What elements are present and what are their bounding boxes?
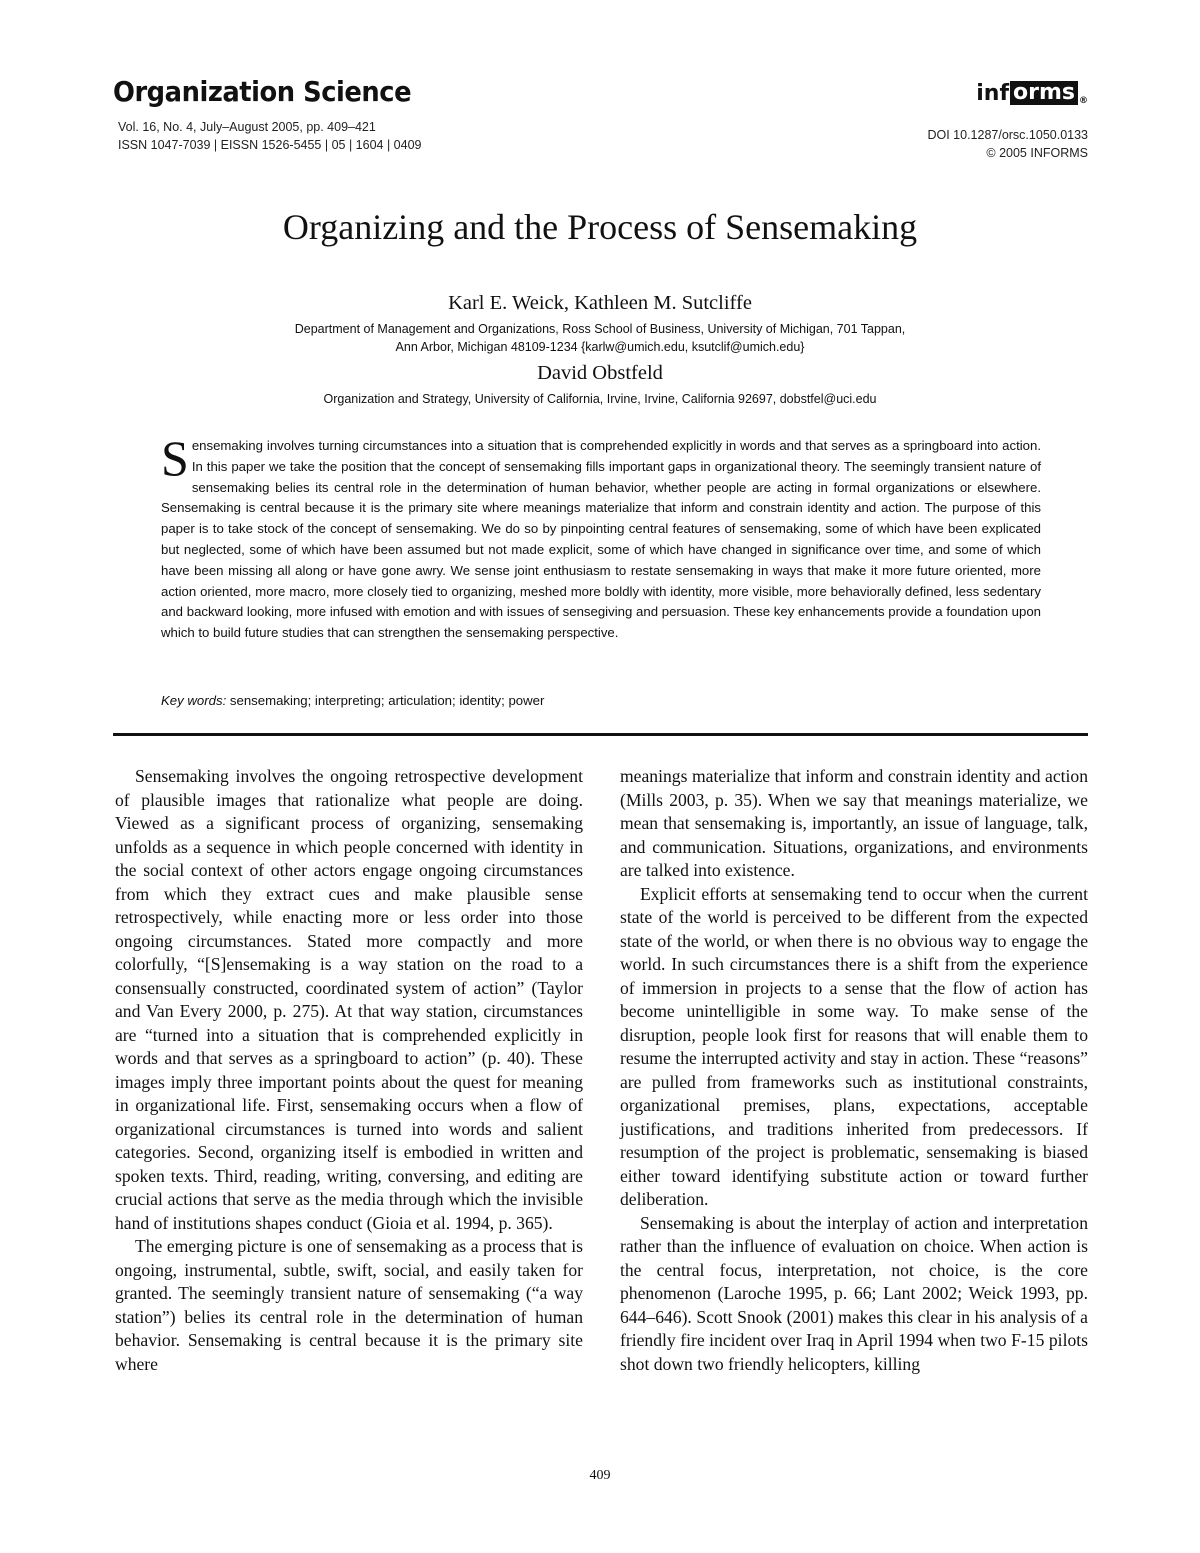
body-column-left	[115, 765, 583, 1376]
affiliation-secondary: Organization and Strategy, University of California, Irvine, Irvine, California 92697, dobstfel@uci.edu	[323, 392, 877, 406]
authors-secondary: David Obstfeld	[537, 362, 663, 384]
journal-metadata	[118, 118, 421, 154]
informs-logo	[976, 80, 1088, 106]
registered-mark: ®	[1079, 96, 1088, 106]
volume-line: Vol. 16, No. 4, July–August 2005, pp. 409–421	[118, 120, 376, 134]
issn-line: ISSN 1047-7039 | EISSN 1526-5455 | 05 | 1604 | 0409	[118, 138, 422, 152]
keywords	[161, 693, 544, 708]
keywords-list: sensemaking; interpreting; articulation; identity; power	[229, 693, 545, 708]
logo-text-a: inf	[976, 80, 1010, 106]
doi: DOI 10.1287/orsc.1050.0133	[927, 128, 1088, 142]
abstract-text: ensemaking involves turning circumstances into a situation that is comprehended explicitly in words and that serves as a springboard into action. In this paper we take the position that the concept of sensemaking fills important gaps in organizational theory. The seemingly transient nature of sensemaking belies its central role in the determination of human behavior, whether people are acting in formal organizations or elsewhere. Sensemaking is central because it is the primary site where meanings materialize that inform and constrain identity and action. The purpose of this paper is to take stock of the concept of sensemaking. We do so by pinpointing central features of sensemaking, some of which have been explicated but neglected, some of which have been assumed but not made explicit, some of which have changed in significance over time, and some of which have been missing all along or have gone awry. We sense joint enthusiasm to restate sensemaking in ways that make it more future oriented, more action oriented, more macro, more closely tied to organizing, meshed more boldly with identity, more visible, more behaviorally defined, less sedentary and backward looking, more infused with emotion and with issues of sensegiving and persuasion. These key enhancements provide a foundation upon which to build future studies that can strengthen the sensemaking perspective.	[161, 438, 1041, 641]
affiliation-primary-line2: Ann Arbor, Michigan 48109-1234 {karlw@umich.edu, ksutclif@umich.edu}	[395, 340, 805, 354]
affiliation-primary	[150, 320, 1050, 356]
doi-block	[927, 126, 1088, 162]
section-divider	[113, 733, 1088, 736]
abstract-dropcap: S	[161, 430, 189, 486]
body-column-right	[620, 765, 1088, 1376]
page-number: 409	[589, 1468, 611, 1483]
logo-text-b: orms	[1010, 81, 1078, 105]
article-title: Organizing and the Process of Sensemaking	[282, 207, 918, 247]
body-paragraph: Sensemaking involves the ongoing retrospective development of plausible images that rationalize what people are doing. Viewed as a significant process of organizing, sensemaking unfolds as a sequence in which people concerned with identity in the social context of other actors engage ongoing circumstances from which they extract cues and make plausible sense retrospectively, while enacting more or less order into those ongoing circumstances. Stated more compactly and more colorfully, “[S]ensemaking is a way station on the road to a consensually constructed, coordinated system of action” (Taylor and Van Every 2000, p. 275). At that way station, circumstances are “turned into a situation that is comprehended explicitly in words and that serves as a springboard to action” (p. 40). These images imply three important points about the quest for meaning in organizational life. First, sensemaking occurs when a flow of organizational circumstances is turned into words and salient categories. Second, organizing itself is embodied in written and spoken texts. Third, reading, writing, conversing, and editing are crucial actions that serve as the media through which the invisible hand of institutions shapes conduct (Gioia et al. 1994, p. 365).	[115, 766, 583, 1233]
body-paragraph: Explicit efforts at sensemaking tend to occur when the current state of the world is perceived to be different from the expected state of the world, or when there is no obvious way to engage the world. In such circumstances there is a shift from the experience of immersion in projects to a sense that the flow of action has become unintelligible in some way. To make sense of the disruption, people look first for reasons that will enable them to resume the interrupted activity and stay in action. These “reasons” are pulled from frameworks such as institutional constraints, organizational premises, plans, expectations, acceptable justifications, and traditions inherited from predecessors. If resumption of the project is problematic, sensemaking is biased either toward identifying substitute action or toward further deliberation.	[620, 883, 1088, 1209]
keywords-label: Key words:	[161, 693, 227, 708]
abstract	[161, 430, 1041, 644]
body-paragraph: meanings materialize that inform and constrain identity and action (Mills 2003, p. 35). When we say that meanings materialize, we mean that sensemaking is, importantly, an issue of language, talk, and communication. Situations, organizations, and environments are talked into existence.	[620, 766, 1088, 880]
body-paragraph: Sensemaking is about the interplay of action and interpretation rather than the influence of evaluation on choice. When action is the central focus, interpretation, not choice, is the core phenomenon (Laroche 1995, p. 66; Lant 2002; Weick 1993, pp. 644–646). Scott Snook (2001) makes this clear in his analysis of a friendly fire incident over Iraq in April 1994 when two F-15 pilots shot down two friendly helicopters, killing	[620, 1212, 1088, 1374]
authors-primary: Karl E. Weick, Kathleen M. Sutcliffe	[448, 292, 752, 314]
journal-name: Organization Science	[113, 75, 412, 108]
body-paragraph: The emerging picture is one of sensemaking as a process that is ongoing, instrumental, subtle, swift, social, and easily taken for granted. The seemingly transient nature of sensemaking (“a way station”) belies its central role in the determination of human behavior. Sensemaking is central because it is the primary site where	[115, 1236, 583, 1374]
copyright: © 2005 INFORMS	[986, 146, 1088, 160]
affiliation-primary-line1: Department of Management and Organizations, Ross School of Business, University of Michigan, 701 Tappan,	[294, 322, 906, 336]
